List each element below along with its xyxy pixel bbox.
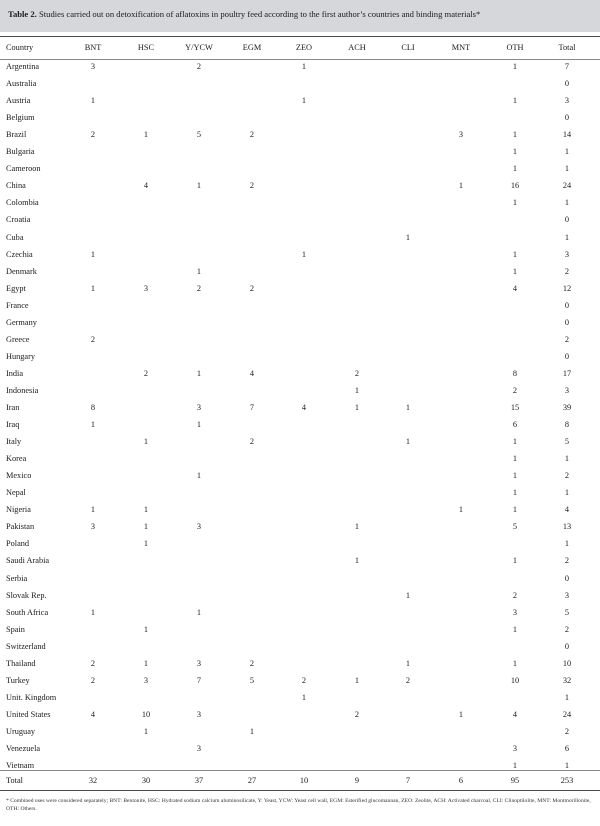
country-cell: Serbia	[6, 573, 28, 583]
country-cell: Belgium	[6, 113, 35, 123]
value-cell: 1	[301, 249, 307, 259]
table-row	[0, 366, 600, 383]
value-cell: 3	[564, 385, 570, 395]
value-cell: 1	[512, 454, 518, 464]
country-cell: Iran	[6, 403, 20, 412]
value-cell: 1	[458, 181, 464, 191]
value-cell: 7	[564, 62, 570, 71]
country-cell: Nigeria	[6, 505, 31, 515]
column-header-total: Total	[558, 43, 576, 52]
country-cell: Poland	[6, 539, 30, 549]
value-cell: 4	[512, 709, 518, 719]
value-cell: 2	[249, 130, 255, 140]
table-row	[0, 673, 600, 690]
country-cell: Indonesia	[6, 385, 39, 395]
table-row	[0, 76, 600, 93]
country-cell: Austria	[6, 96, 31, 106]
total-divider	[0, 770, 600, 771]
value-cell: 4	[564, 505, 570, 515]
country-cell: Cuba	[6, 232, 24, 242]
value-cell: 3	[196, 709, 202, 719]
value-cell: 2	[143, 368, 149, 378]
country-cell: South Africa	[6, 607, 49, 617]
value-cell: 1	[143, 505, 149, 515]
value-cell: 2	[249, 181, 255, 191]
table-row	[0, 247, 600, 264]
table-row	[0, 758, 600, 775]
table-title-bar	[0, 0, 600, 32]
table-row	[0, 605, 600, 622]
value-cell: 2	[564, 624, 570, 634]
country-cell: Germany	[6, 317, 37, 327]
value-cell: 24	[562, 709, 572, 719]
value-cell: 1	[196, 607, 202, 617]
column-header-bnt: BNT	[84, 43, 102, 52]
value-cell: 1	[301, 62, 307, 71]
total-value-cell: 253	[560, 776, 574, 785]
value-cell: 1	[90, 249, 96, 259]
table-row	[0, 451, 600, 468]
value-cell: 1	[301, 692, 307, 702]
country-cell: China	[6, 181, 26, 191]
value-cell: 8	[90, 403, 96, 412]
table-row	[0, 707, 600, 724]
column-header-hsc: HSC	[137, 43, 155, 52]
value-cell: 1	[564, 232, 570, 242]
country-cell: Denmark	[6, 266, 37, 276]
country-cell: Spain	[6, 624, 25, 634]
value-cell: 2	[564, 471, 570, 481]
value-cell: 2	[512, 385, 518, 395]
country-cell: Nepal	[6, 488, 26, 498]
table-row	[0, 230, 600, 247]
value-cell: 2	[90, 675, 96, 685]
column-header-country: Country	[6, 43, 34, 52]
value-cell: 1	[143, 130, 149, 140]
value-cell: 1	[196, 266, 202, 276]
value-cell: 15	[510, 403, 520, 412]
table-row	[0, 724, 600, 741]
value-cell: 1	[354, 556, 360, 566]
value-cell: 17	[562, 368, 572, 378]
value-cell: 1	[354, 385, 360, 395]
country-cell: Turkey	[6, 675, 30, 685]
value-cell: 5	[564, 607, 570, 617]
table-row	[0, 417, 600, 434]
table-row	[0, 434, 600, 451]
value-cell: 39	[562, 403, 572, 412]
value-cell: 2	[90, 334, 96, 344]
country-cell: Venezuela	[6, 744, 41, 753]
table-row	[0, 502, 600, 519]
value-cell: 1	[512, 658, 518, 668]
value-cell: 0	[564, 351, 570, 361]
country-cell: Bulgaria	[6, 147, 35, 157]
value-cell: 3	[564, 590, 570, 600]
value-cell: 1	[512, 130, 518, 140]
country-cell: Uruguay	[6, 726, 36, 736]
total-value-cell: 6	[458, 776, 464, 785]
value-cell: 1	[90, 505, 96, 515]
table-header-row	[0, 36, 600, 60]
value-cell: 2	[196, 283, 202, 293]
bottom-rule	[0, 790, 600, 791]
value-cell: 8	[564, 420, 570, 430]
table-row	[0, 161, 600, 178]
value-cell: 5	[196, 130, 202, 140]
value-cell: 6	[564, 744, 570, 753]
value-cell: 1	[512, 624, 518, 634]
value-cell: 1	[405, 403, 411, 412]
value-cell: 4	[512, 283, 518, 293]
value-cell: 1	[512, 266, 518, 276]
column-header-cli: CLI	[401, 43, 415, 52]
value-cell: 12	[562, 283, 572, 293]
country-cell: Vietnam	[6, 761, 35, 771]
country-cell: United States	[6, 709, 51, 719]
country-cell: Greece	[6, 334, 30, 344]
value-cell: 1	[301, 96, 307, 106]
value-cell: 1	[564, 539, 570, 549]
table-row	[0, 144, 600, 161]
country-cell: Korea	[6, 454, 27, 464]
value-cell: 1	[458, 505, 464, 515]
value-cell: 1	[512, 249, 518, 259]
value-cell: 2	[249, 437, 255, 447]
value-cell: 3	[90, 522, 96, 532]
table-row	[0, 93, 600, 110]
table-row	[0, 59, 600, 76]
table-row	[0, 741, 600, 758]
value-cell: 1	[564, 761, 570, 771]
table-row	[0, 264, 600, 281]
value-cell: 1	[249, 726, 255, 736]
value-cell: 3	[196, 658, 202, 668]
table-row	[0, 383, 600, 400]
table-caption: Studies carried out on detoxification of aflatoxins in poultry feed according to the first author’s countries and binding materials*	[36, 9, 481, 19]
country-cell: Iraq	[6, 420, 20, 430]
value-cell: 1	[564, 198, 570, 208]
value-cell: 3	[196, 403, 202, 412]
country-cell: Brazil	[6, 130, 27, 140]
value-cell: 2	[512, 590, 518, 600]
value-cell: 1	[143, 539, 149, 549]
country-cell: Croatia	[6, 215, 31, 225]
table-row	[0, 212, 600, 229]
value-cell: 13	[562, 522, 572, 532]
value-cell: 2	[354, 368, 360, 378]
value-cell: 8	[512, 368, 518, 378]
value-cell: 1	[512, 96, 518, 106]
table-row	[0, 349, 600, 366]
table-row	[0, 332, 600, 349]
country-cell: India	[6, 368, 24, 378]
value-cell: 24	[562, 181, 572, 191]
value-cell: 0	[564, 79, 570, 89]
value-cell: 1	[458, 709, 464, 719]
value-cell: 1	[512, 147, 518, 157]
table-row	[0, 553, 600, 570]
table-row	[0, 298, 600, 315]
value-cell: 3	[90, 62, 96, 71]
value-cell: 5	[564, 437, 570, 447]
value-cell: 1	[405, 232, 411, 242]
value-cell: 7	[249, 403, 255, 412]
column-header-egm: EGM	[242, 43, 262, 52]
value-cell: 1	[196, 420, 202, 430]
value-cell: 1	[143, 658, 149, 668]
value-cell: 1	[512, 471, 518, 481]
table-row	[0, 485, 600, 502]
total-value-cell: 37	[194, 776, 204, 785]
value-cell: 10	[562, 658, 572, 668]
value-cell: 0	[564, 113, 570, 123]
country-cell: Colombia	[6, 198, 39, 208]
table-row	[0, 315, 600, 332]
value-cell: 3	[196, 744, 202, 753]
column-header-oth: OTH	[506, 43, 524, 52]
value-cell: 3	[196, 522, 202, 532]
value-cell: 1	[90, 96, 96, 106]
value-cell: 1	[143, 437, 149, 447]
value-cell: 3	[564, 96, 570, 106]
value-cell: 2	[564, 556, 570, 566]
value-cell: 0	[564, 300, 570, 310]
value-cell: 6	[512, 420, 518, 430]
table-row	[0, 690, 600, 707]
value-cell: 2	[90, 658, 96, 668]
value-cell: 1	[512, 761, 518, 771]
value-cell: 2	[354, 709, 360, 719]
country-cell: Italy	[6, 437, 22, 447]
value-cell: 1	[196, 368, 202, 378]
value-cell: 1	[196, 181, 202, 191]
country-cell: Argentina	[6, 62, 40, 71]
table-row	[0, 536, 600, 553]
country-cell: Hungary	[6, 351, 36, 361]
value-cell: 10	[141, 709, 151, 719]
value-cell: 4	[249, 368, 255, 378]
value-cell: 16	[510, 181, 520, 191]
table-row	[0, 110, 600, 127]
value-cell: 2	[564, 266, 570, 276]
table-number: Table 2.	[8, 9, 37, 19]
table-row	[0, 519, 600, 536]
column-header-y-ycw: Y/YCW	[185, 43, 213, 52]
value-cell: 2	[196, 62, 202, 71]
country-cell: Slovak Rep.	[6, 590, 47, 600]
value-cell: 1	[143, 726, 149, 736]
value-cell: 1	[405, 437, 411, 447]
column-header-mnt: MNT	[451, 43, 471, 52]
total-value-cell: 32	[88, 776, 98, 785]
value-cell: 1	[564, 164, 570, 174]
value-cell: 1	[512, 62, 518, 71]
value-cell: 2	[564, 334, 570, 344]
value-cell: 7	[196, 675, 202, 685]
table-row	[0, 588, 600, 605]
value-cell: 4	[90, 709, 96, 719]
table-row	[0, 400, 600, 417]
column-header-zeo: ZEO	[295, 43, 313, 52]
country-cell: France	[6, 300, 29, 310]
value-cell: 2	[249, 658, 255, 668]
value-cell: 1	[354, 522, 360, 532]
value-cell: 1	[564, 488, 570, 498]
value-cell: 1	[143, 522, 149, 532]
value-cell: 1	[564, 692, 570, 702]
value-cell: 1	[90, 607, 96, 617]
value-cell: 1	[512, 198, 518, 208]
value-cell: 2	[90, 130, 96, 140]
value-cell: 1	[564, 454, 570, 464]
value-cell: 1	[90, 420, 96, 430]
table-total-row	[0, 774, 600, 791]
table-row	[0, 195, 600, 212]
value-cell: 0	[564, 641, 570, 651]
value-cell: 3	[143, 675, 149, 685]
value-cell: 3	[512, 607, 518, 617]
value-cell: 1	[405, 658, 411, 668]
value-cell: 2	[249, 283, 255, 293]
value-cell: 0	[564, 317, 570, 327]
total-value-cell: 95	[510, 776, 520, 785]
value-cell: 3	[458, 130, 464, 140]
value-cell: 5	[249, 675, 255, 685]
value-cell: 4	[301, 403, 307, 412]
country-cell: Switzerland	[6, 641, 46, 651]
total-value-cell: 7	[405, 776, 411, 785]
table-title	[8, 9, 480, 19]
total-label: Total	[6, 776, 23, 785]
table-row	[0, 281, 600, 298]
total-value-cell: 10	[299, 776, 309, 785]
value-cell: 3	[564, 249, 570, 259]
value-cell: 5	[512, 522, 518, 532]
country-cell: Unit. Kingdom	[6, 692, 57, 702]
country-cell: Czechia	[6, 249, 33, 259]
country-cell: Egypt	[6, 283, 26, 293]
table-row	[0, 127, 600, 144]
value-cell: 0	[564, 573, 570, 583]
total-value-cell: 27	[247, 776, 257, 785]
value-cell: 1	[354, 403, 360, 412]
table-row	[0, 622, 600, 639]
value-cell: 1	[512, 505, 518, 515]
value-cell: 1	[196, 471, 202, 481]
value-cell: 1	[405, 590, 411, 600]
value-cell: 1	[512, 437, 518, 447]
table-row	[0, 656, 600, 673]
value-cell: 3	[512, 744, 518, 753]
value-cell: 4	[143, 181, 149, 191]
country-cell: Australia	[6, 79, 37, 89]
value-cell: 1	[512, 556, 518, 566]
table-footnote: * Combined uses were considered separately; BNT: Bentonite, HSC: Hydrated sodium calcium aluminosilicate, Y: Yeast, YCW: Yeast cell wall, EGM: Esterified glucomannan, ZEO: Zeolite, ACH: Activated charcoal, CLI: Clinoptilolite, MNT: Montmorillonite, OTH: Others.	[6, 798, 591, 812]
value-cell: 3	[143, 283, 149, 293]
value-cell: 10	[510, 675, 520, 685]
country-cell: Thailand	[6, 658, 36, 668]
table-row	[0, 468, 600, 485]
value-cell: 1	[143, 624, 149, 634]
table-row	[0, 178, 600, 195]
value-cell: 32	[562, 675, 572, 685]
value-cell: 2	[405, 675, 411, 685]
value-cell: 0	[564, 215, 570, 225]
table-row	[0, 571, 600, 588]
value-cell: 2	[301, 675, 307, 685]
column-header-ach: ACH	[348, 43, 366, 52]
value-cell: 14	[562, 130, 572, 140]
value-cell: 1	[90, 283, 96, 293]
country-cell: Saudi Arabia	[6, 556, 50, 566]
country-cell: Cameroon	[6, 164, 41, 174]
value-cell: 1	[512, 488, 518, 498]
total-value-cell: 30	[141, 776, 151, 785]
total-value-cell: 9	[354, 776, 360, 785]
value-cell: 1	[512, 164, 518, 174]
value-cell: 1	[354, 675, 360, 685]
value-cell: 2	[564, 726, 570, 736]
value-cell: 1	[564, 147, 570, 157]
table-row	[0, 639, 600, 656]
country-cell: Pakistan	[6, 522, 35, 532]
country-cell: Mexico	[6, 471, 32, 481]
